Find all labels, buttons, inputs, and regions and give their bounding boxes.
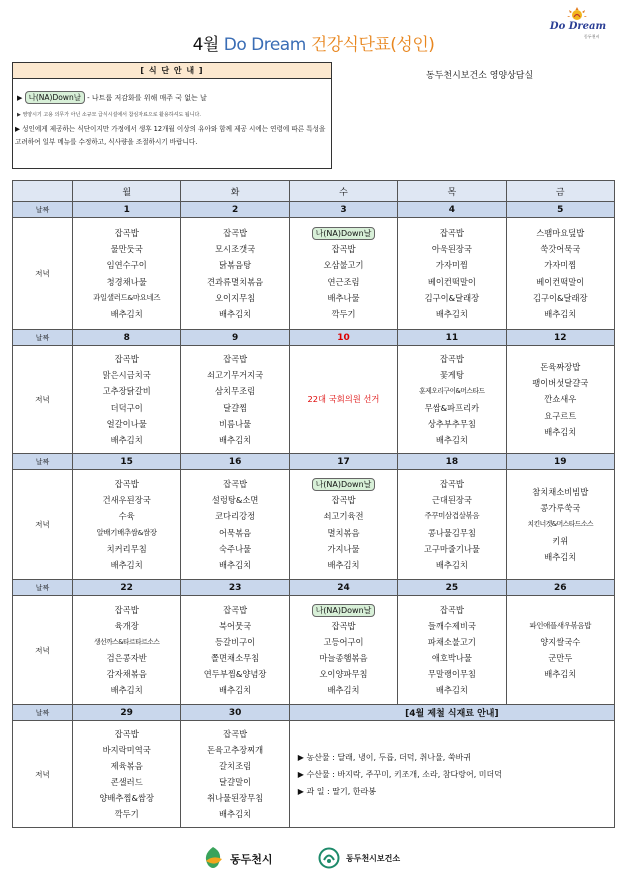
footer-clinic: 동두천시보건소 — [346, 854, 401, 863]
election-notice: 22대 국회의원 선거 — [307, 394, 380, 405]
menu-item: 물만둣국 — [110, 244, 143, 255]
meal-cell — [181, 721, 289, 828]
guide-note-main: ▶ 성인에게 제공하는 식단이지만 가정에서 생후 12개월 이상의 유아와 함께 제공 시에는 연령에 따른 특성을 고려하여 일부 메뉴를 수정하고, 식사량을 조절하시기 바랍니다. — [15, 125, 326, 146]
menu-item: 가자미찜 — [435, 260, 468, 271]
menu-item: 베이컨떡말이 — [536, 276, 585, 287]
menu-item: 들깨수제비국 — [427, 620, 476, 631]
date-cell: 18 — [398, 454, 506, 470]
menu-item: 멸치볶음 — [327, 527, 360, 538]
menu-item: 잡곡밥 — [223, 228, 248, 239]
clinic-emblem-icon — [318, 847, 340, 869]
date-cell: 5 — [506, 202, 614, 218]
corner-cell — [13, 181, 73, 202]
menu-item: 제육볶음 — [110, 760, 143, 771]
meal-cell — [398, 218, 506, 330]
menu-item: 배추김치 — [544, 551, 577, 562]
menu-item: 김구이&달래장 — [424, 292, 480, 303]
date-row — [13, 454, 615, 470]
menu-item: 건새우된장국 — [102, 495, 151, 506]
menu-item: 임연수구이 — [106, 260, 147, 271]
sun-logo-icon — [566, 6, 588, 20]
menu-item: 배추김치 — [110, 559, 143, 570]
menu-item: 잡곡밥 — [114, 354, 139, 365]
meal-cell — [506, 470, 614, 580]
menu-item: 잡곡밥 — [114, 728, 139, 739]
meal-cell — [73, 218, 181, 330]
day-header-row — [13, 181, 615, 202]
menu-item: 아욱된장국 — [431, 244, 472, 255]
notice-title: [4월 제철 식재료 안내] — [289, 705, 614, 721]
page-title — [0, 30, 627, 55]
menu-item: 갈치조림 — [219, 760, 252, 771]
menu-item: 잡곡밥 — [331, 620, 356, 631]
menu-item: 김구이&달래장 — [533, 292, 588, 303]
menu-item: 가자미찜 — [544, 260, 577, 271]
menu-item: 수육 — [118, 511, 135, 522]
menu-item: 고추장닭갈비 — [102, 386, 151, 397]
meal-cell — [398, 470, 506, 580]
date-cell: 30 — [181, 705, 289, 721]
meal-row — [13, 596, 615, 705]
day-thu: 목 — [398, 181, 506, 202]
date-cell: 4 — [398, 202, 506, 218]
meal-row — [13, 218, 615, 330]
menu-item: 견과류멸치볶음 — [207, 276, 264, 287]
menu-item: 상추부추무침 — [427, 418, 476, 429]
menu-item: 파인애플새우볶음밥 — [529, 620, 592, 630]
day-mon: 월 — [73, 181, 181, 202]
menu-item: 배추김치 — [435, 685, 468, 696]
menu-item: 잡곡밥 — [439, 604, 464, 615]
menu-item: 깍두기 — [114, 809, 139, 820]
date-cell: 24 — [289, 580, 397, 596]
date-row — [13, 705, 615, 721]
menu-item: 치커리무침 — [106, 543, 147, 554]
menu-item: 스팸마요덮밥 — [536, 228, 585, 239]
menu-item: 배추김치 — [219, 809, 252, 820]
date-cell: 23 — [181, 580, 289, 596]
date-cell: 3 — [289, 202, 397, 218]
na-down-badge: 나(NA)Down날 — [312, 604, 376, 617]
city-emblem-icon — [200, 845, 226, 871]
date-cell: 8 — [73, 330, 181, 346]
menu-item: 취나물된장무침 — [207, 793, 264, 804]
meal-cell — [289, 470, 397, 580]
meal-cell — [506, 346, 614, 454]
day-wed: 수 — [289, 181, 397, 202]
menu-item: 달걀찜 — [223, 402, 248, 413]
menu-item: 양지쌀국수 — [540, 636, 581, 647]
menu-item: 잡곡밥 — [331, 244, 356, 255]
menu-item: 참치채소비빔밥 — [532, 487, 589, 498]
menu-item: 잡곡밥 — [114, 228, 139, 239]
menu-item: 요구르트 — [544, 410, 577, 421]
menu-item: 감자채볶음 — [106, 669, 147, 680]
date-cell: 15 — [73, 454, 181, 470]
menu-item: 연근조림 — [327, 276, 360, 287]
menu-item: 주꾸미삼겹살볶음 — [424, 511, 480, 521]
menu-item: 비름나물 — [219, 418, 252, 429]
menu-item: 배추김치 — [544, 426, 577, 437]
holiday-date-cell: 10 — [289, 330, 397, 346]
menu-item: 설렁탕&소면 — [211, 495, 259, 506]
meal-label: 저녁 — [13, 470, 73, 580]
menu-item: 배추김치 — [327, 559, 360, 570]
menu-item: 배추김치 — [327, 685, 360, 696]
meal-label: 저녁 — [13, 218, 73, 330]
menu-item: 배추나물 — [327, 292, 360, 303]
menu-item: 베이컨떡말이 — [427, 276, 476, 287]
notice-item-fruit: ▶ 과 일 : 딸기, 한라봉 — [297, 786, 376, 796]
menu-item: 무말랭이무침 — [427, 669, 476, 680]
guide-note-small: ▶ 영양시기 고용 의무가 아닌 소규모 급식시설에서 참심자료으로 활용하셔도 됩니다. — [17, 112, 201, 118]
guide-header: [ 식 단 안 내 ] — [13, 63, 331, 79]
menu-item: 잡곡밥 — [439, 354, 464, 365]
meal-cell — [181, 218, 289, 330]
meal-cell — [398, 596, 506, 705]
menu-item: 깐쇼새우 — [544, 394, 577, 405]
menu-table — [12, 180, 615, 828]
menu-item: 잡곡밥 — [331, 495, 356, 506]
guide-na-row: ▶ 나(NA)Down날 - 나트륨 저감화를 위해 매주 국 없는 날 — [17, 93, 207, 102]
menu-item: 가지나물 — [327, 543, 360, 554]
menu-item: 오이지무침 — [215, 292, 256, 303]
menu-item: 배추김치 — [219, 559, 252, 570]
meal-cell — [181, 596, 289, 705]
meal-row — [13, 346, 615, 454]
meal-cell — [506, 218, 614, 330]
menu-item: 검은콩자반 — [106, 653, 147, 663]
na-down-badge: 나(NA)Down날 — [312, 478, 376, 491]
menu-item: 삼치무조림 — [215, 386, 256, 397]
logo-sub: 동두천시 — [584, 34, 600, 39]
menu-item: 양배추찜&쌈장 — [99, 793, 154, 804]
meal-row — [13, 721, 615, 828]
footer-city: 동두천시 — [230, 853, 273, 866]
menu-item: 달걀말이 — [219, 777, 252, 787]
menu-item: 코다리강정 — [215, 511, 256, 522]
meal-cell — [73, 470, 181, 580]
guide-note-main-text: 성인에게 제공하는 식단이지만 가정에서 생후 12개월 이상의 유아와 함께 제공 시에는 연령에 따른 특성을 고려하여 일부 메뉴를 수정하고, 식사량을 조절하시기 바랍니다. — [15, 125, 326, 146]
menu-item: 쫄면채소무침 — [211, 653, 260, 663]
menu-item: 배추김치 — [435, 308, 468, 319]
menu-item: 숙주나물 — [219, 543, 252, 554]
menu-item: 맑은시금치국 — [102, 370, 151, 381]
menu-item: 잡곡밥 — [439, 479, 464, 490]
menu-item: 훈제오리구이&머스타드 — [419, 387, 485, 396]
menu-item: 등갈비구이 — [215, 636, 256, 647]
menu-item: 잡곡밥 — [223, 354, 248, 365]
na-desc: - 나트륨 저감화를 위해 매주 국 없는 날 — [84, 94, 207, 102]
title-brand: Do Dream — [223, 35, 306, 55]
menu-item: 배추김치 — [435, 434, 468, 445]
date-row — [13, 580, 615, 596]
menu-item: 연두부찜&양념장 — [203, 669, 267, 680]
date-cell: 19 — [506, 454, 614, 470]
meal-cell — [289, 218, 397, 330]
menu-item: 마늘종햄볶음 — [319, 653, 368, 663]
menu-item: 오이양파무침 — [319, 669, 368, 680]
menu-item: 어묵볶음 — [219, 527, 252, 538]
menu-item: 바지락미역국 — [102, 744, 151, 755]
menu-item: 꽃게탕 — [439, 370, 464, 381]
meal-cell — [73, 721, 181, 828]
menu-item: 콩나물김무침 — [427, 527, 476, 538]
date-cell: 29 — [73, 705, 181, 721]
menu-item: 잡곡밥 — [114, 479, 139, 490]
menu-item: 잡곡밥 — [114, 604, 139, 615]
menu-item: 배추김치 — [544, 308, 577, 319]
menu-item: 더덕구이 — [110, 402, 143, 413]
menu-item: 북어뭇국 — [219, 620, 252, 631]
menu-item: 알배기배추쌈&쌈장 — [96, 527, 157, 537]
date-cell: 1 — [73, 202, 181, 218]
menu-item: 콘샐러드 — [110, 777, 143, 787]
menu-item: 깍두기 — [331, 308, 356, 319]
day-tue: 화 — [181, 181, 289, 202]
org-name: 동두천시보건소 영양상담실 — [426, 71, 534, 81]
menu-item: 잡곡밥 — [223, 728, 248, 739]
menu-item: 배추김치 — [219, 434, 252, 445]
dongducheon-city-logo — [200, 845, 300, 871]
menu-item: 얼갈이나물 — [106, 418, 147, 429]
menu-item: 배추김치 — [435, 559, 468, 570]
menu-item: 키위 — [552, 535, 569, 546]
menu-item: 잡곡밥 — [439, 228, 464, 239]
meal-label: 저녁 — [13, 596, 73, 705]
meal-cell — [181, 470, 289, 580]
menu-item: 고등어구이 — [323, 636, 364, 647]
meal-cell — [181, 346, 289, 454]
date-label: 날짜 — [13, 580, 73, 596]
menu-item: 닭볶음탕 — [219, 260, 252, 271]
menu-item: 돈육짜장밥 — [540, 362, 581, 373]
title-rest: 건강식단표(성인) — [310, 35, 435, 55]
meal-cell — [73, 346, 181, 454]
menu-item: 쑥갓어묵국 — [540, 244, 581, 255]
logo-brand: Do Dream — [549, 21, 607, 32]
guide-note-small-text: 영양시기 고용 의무가 아닌 소규모 급식시설에서 참심자료으로 활용하셔도 됩니다. — [22, 112, 201, 118]
menu-item: 배추김치 — [110, 685, 143, 696]
date-label: 날짜 — [13, 202, 73, 218]
menu-item: 쇠고기육전 — [323, 511, 364, 522]
menu-item: 배추김치 — [544, 669, 577, 680]
menu-item: 파채소불고기 — [427, 636, 476, 647]
meal-cell — [73, 596, 181, 705]
date-cell: 9 — [181, 330, 289, 346]
day-fri: 금 — [506, 181, 614, 202]
meal-cell — [398, 346, 506, 454]
date-row — [13, 330, 615, 346]
menu-item: 돈육고추장찌개 — [207, 744, 264, 755]
menu-item: 생선까스&타르타르소스 — [93, 637, 160, 646]
clinic-logo — [318, 845, 428, 871]
holiday-cell — [289, 346, 397, 454]
date-label: 날짜 — [13, 330, 73, 346]
seasonal-notice — [289, 721, 614, 828]
menu-item: 청경채나물 — [106, 276, 147, 287]
title-month: 4월 — [192, 35, 219, 55]
date-cell: 25 — [398, 580, 506, 596]
menu-item: 군만두 — [548, 653, 573, 663]
meal-label: 저녁 — [13, 721, 73, 828]
date-cell: 2 — [181, 202, 289, 218]
date-cell: 11 — [398, 330, 506, 346]
menu-item: 콩가루쑥국 — [540, 503, 581, 514]
menu-item: 고구마줄기나물 — [423, 543, 480, 554]
menu-item: 잡곡밥 — [223, 479, 248, 490]
menu-item: 배추김치 — [219, 308, 252, 319]
menu-item: 쇠고기무거지국 — [207, 370, 264, 381]
meal-label: 저녁 — [13, 346, 73, 454]
na-down-badge: 나(NA)Down날 — [25, 91, 85, 104]
menu-item: 과일샐러드&마요네즈 — [93, 292, 161, 302]
menu-item: 배추김치 — [219, 685, 252, 696]
na-down-badge: 나(NA)Down날 — [312, 227, 376, 240]
date-cell: 22 — [73, 580, 181, 596]
notice-item-produce: ▶ 농산물 : 달래, 냉이, 두릅, 더덕, 취나물, 쑥바귀 — [297, 752, 472, 762]
menu-item: 잡곡밥 — [223, 604, 248, 615]
menu-item: 오삼불고기 — [323, 260, 364, 271]
menu-item: 무쌈&파프리카 — [424, 402, 480, 413]
meal-cell — [506, 596, 614, 705]
do-dream-logo — [546, 6, 610, 44]
date-label: 날짜 — [13, 454, 73, 470]
menu-item: 육개장 — [114, 620, 139, 631]
menu-item: 애호박나물 — [431, 653, 472, 663]
date-cell: 12 — [506, 330, 614, 346]
meal-row — [13, 470, 615, 580]
menu-item: 모시조갯국 — [215, 244, 256, 255]
menu-item: 팽이버섯달걀국 — [532, 378, 589, 389]
menu-item: 배추김치 — [110, 308, 143, 319]
menu-item: 치킨너겟&머스타드소스 — [527, 520, 594, 529]
notice-item-seafood: ▶ 수산물 : 바지락, 주꾸미, 키조개, 소라, 참다랑어, 미더덕 — [297, 769, 502, 779]
date-cell: 16 — [181, 454, 289, 470]
menu-guide-box — [12, 62, 332, 169]
date-label: 날짜 — [13, 705, 73, 721]
date-row — [13, 202, 615, 218]
date-cell: 26 — [506, 580, 614, 596]
meal-cell — [289, 596, 397, 705]
menu-item: 근대된장국 — [431, 495, 472, 506]
date-cell: 17 — [289, 454, 397, 470]
menu-item: 배추김치 — [110, 434, 143, 445]
